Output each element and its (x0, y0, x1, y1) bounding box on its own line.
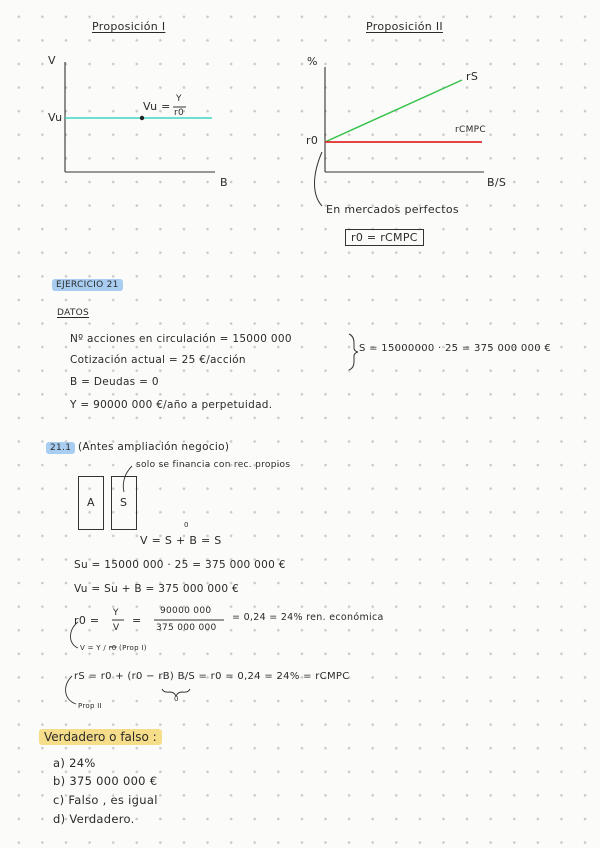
rs-zero: 0 (174, 695, 179, 703)
balance-box-a-label: A (87, 496, 95, 509)
r0-frac2-num: 90000 000 (160, 606, 212, 616)
s-calculation: S = 15000000 · 25 = 375 000 000 € (359, 343, 552, 354)
datos-brace (349, 334, 358, 370)
r0-lhs: r0 = (74, 614, 100, 627)
su-line: Su = 15000 000 · 25 = 375 000 000 € (74, 559, 286, 571)
datos-line-2: Cotización actual = 25 €/acción (70, 354, 246, 366)
vf-answer-b: b) 375 000 000 € (53, 774, 158, 788)
balance-box-s-label: S (120, 496, 128, 509)
part-note: solo se financia con rec. propios (136, 460, 291, 470)
datos-line-4: Y = 90000 000 €/año a perpetuidad. (70, 399, 273, 411)
datos-title: DATOS (57, 308, 90, 318)
part-title: (Antes ampliación negocio) (78, 441, 230, 453)
prop2-boxed-formula: r0 = rCMPC (345, 229, 424, 246)
prop1-y-label: V (48, 54, 56, 67)
prop1-point (140, 116, 144, 120)
exercise-tag: EJERCICIO 21 (52, 279, 123, 291)
prop2-y-label: % (307, 55, 318, 68)
r0-eq-sign: = (132, 614, 142, 627)
prop2-note-arrow (315, 152, 323, 206)
prop2-rcmpc-label: rCMPC (455, 125, 486, 135)
r0-frac2-den: 375 000 000 (156, 623, 217, 633)
r0-frac1-num: Y (113, 608, 119, 618)
balance-box-s (111, 476, 137, 530)
vf-answer-c: c) Falso , es igual (53, 793, 158, 807)
prop2-rs-line (325, 80, 462, 142)
part-tag: 21.1 (46, 442, 75, 454)
balance-box-a (78, 476, 104, 530)
rs-equation: rS = r0 + (r0 − rB) B/S = r0 = 0,24 = 24% = rCMPC (74, 671, 350, 682)
r0-result: = 0,24 = 24% ren. económica (232, 612, 384, 623)
prop1-level-label: Vu (48, 111, 63, 124)
datos-line-3: B = Deudas = 0 (70, 376, 159, 388)
prop1-x-label: B (220, 176, 228, 189)
prop2-x-label: B/S (487, 176, 507, 189)
eq-b-zero: 0 (184, 521, 189, 529)
vf-title: Verdadero o falso : (39, 729, 162, 745)
r0-frac1-den: V (113, 623, 120, 633)
prop1-formula-label: Vu = (143, 100, 171, 113)
prop2-title: Proposición II (366, 20, 443, 33)
r0-reference: V = Y / r0 (Prop I) (80, 644, 147, 652)
prop1-title: Proposición I (92, 20, 166, 33)
vu-line: Vu = Su + B = 375 000 000 € (74, 583, 239, 595)
vf-answer-a: a) 24% (53, 756, 96, 770)
datos-line-1: Nº acciones en circulación = 15000 000 (70, 333, 292, 345)
prop1-formula-num: Y (176, 94, 182, 104)
vf-answer-d: d) Verdadero. (53, 812, 135, 826)
prop2-rs-label: rS (466, 70, 479, 83)
rs-reference: Prop II (78, 702, 103, 710)
prop2-origin-label: r0 (306, 134, 319, 147)
prop2-note: En mercados perfectos (326, 203, 459, 216)
prop1-formula-den: r0 (174, 108, 185, 118)
eq-v: V = S + B = S (140, 534, 222, 547)
